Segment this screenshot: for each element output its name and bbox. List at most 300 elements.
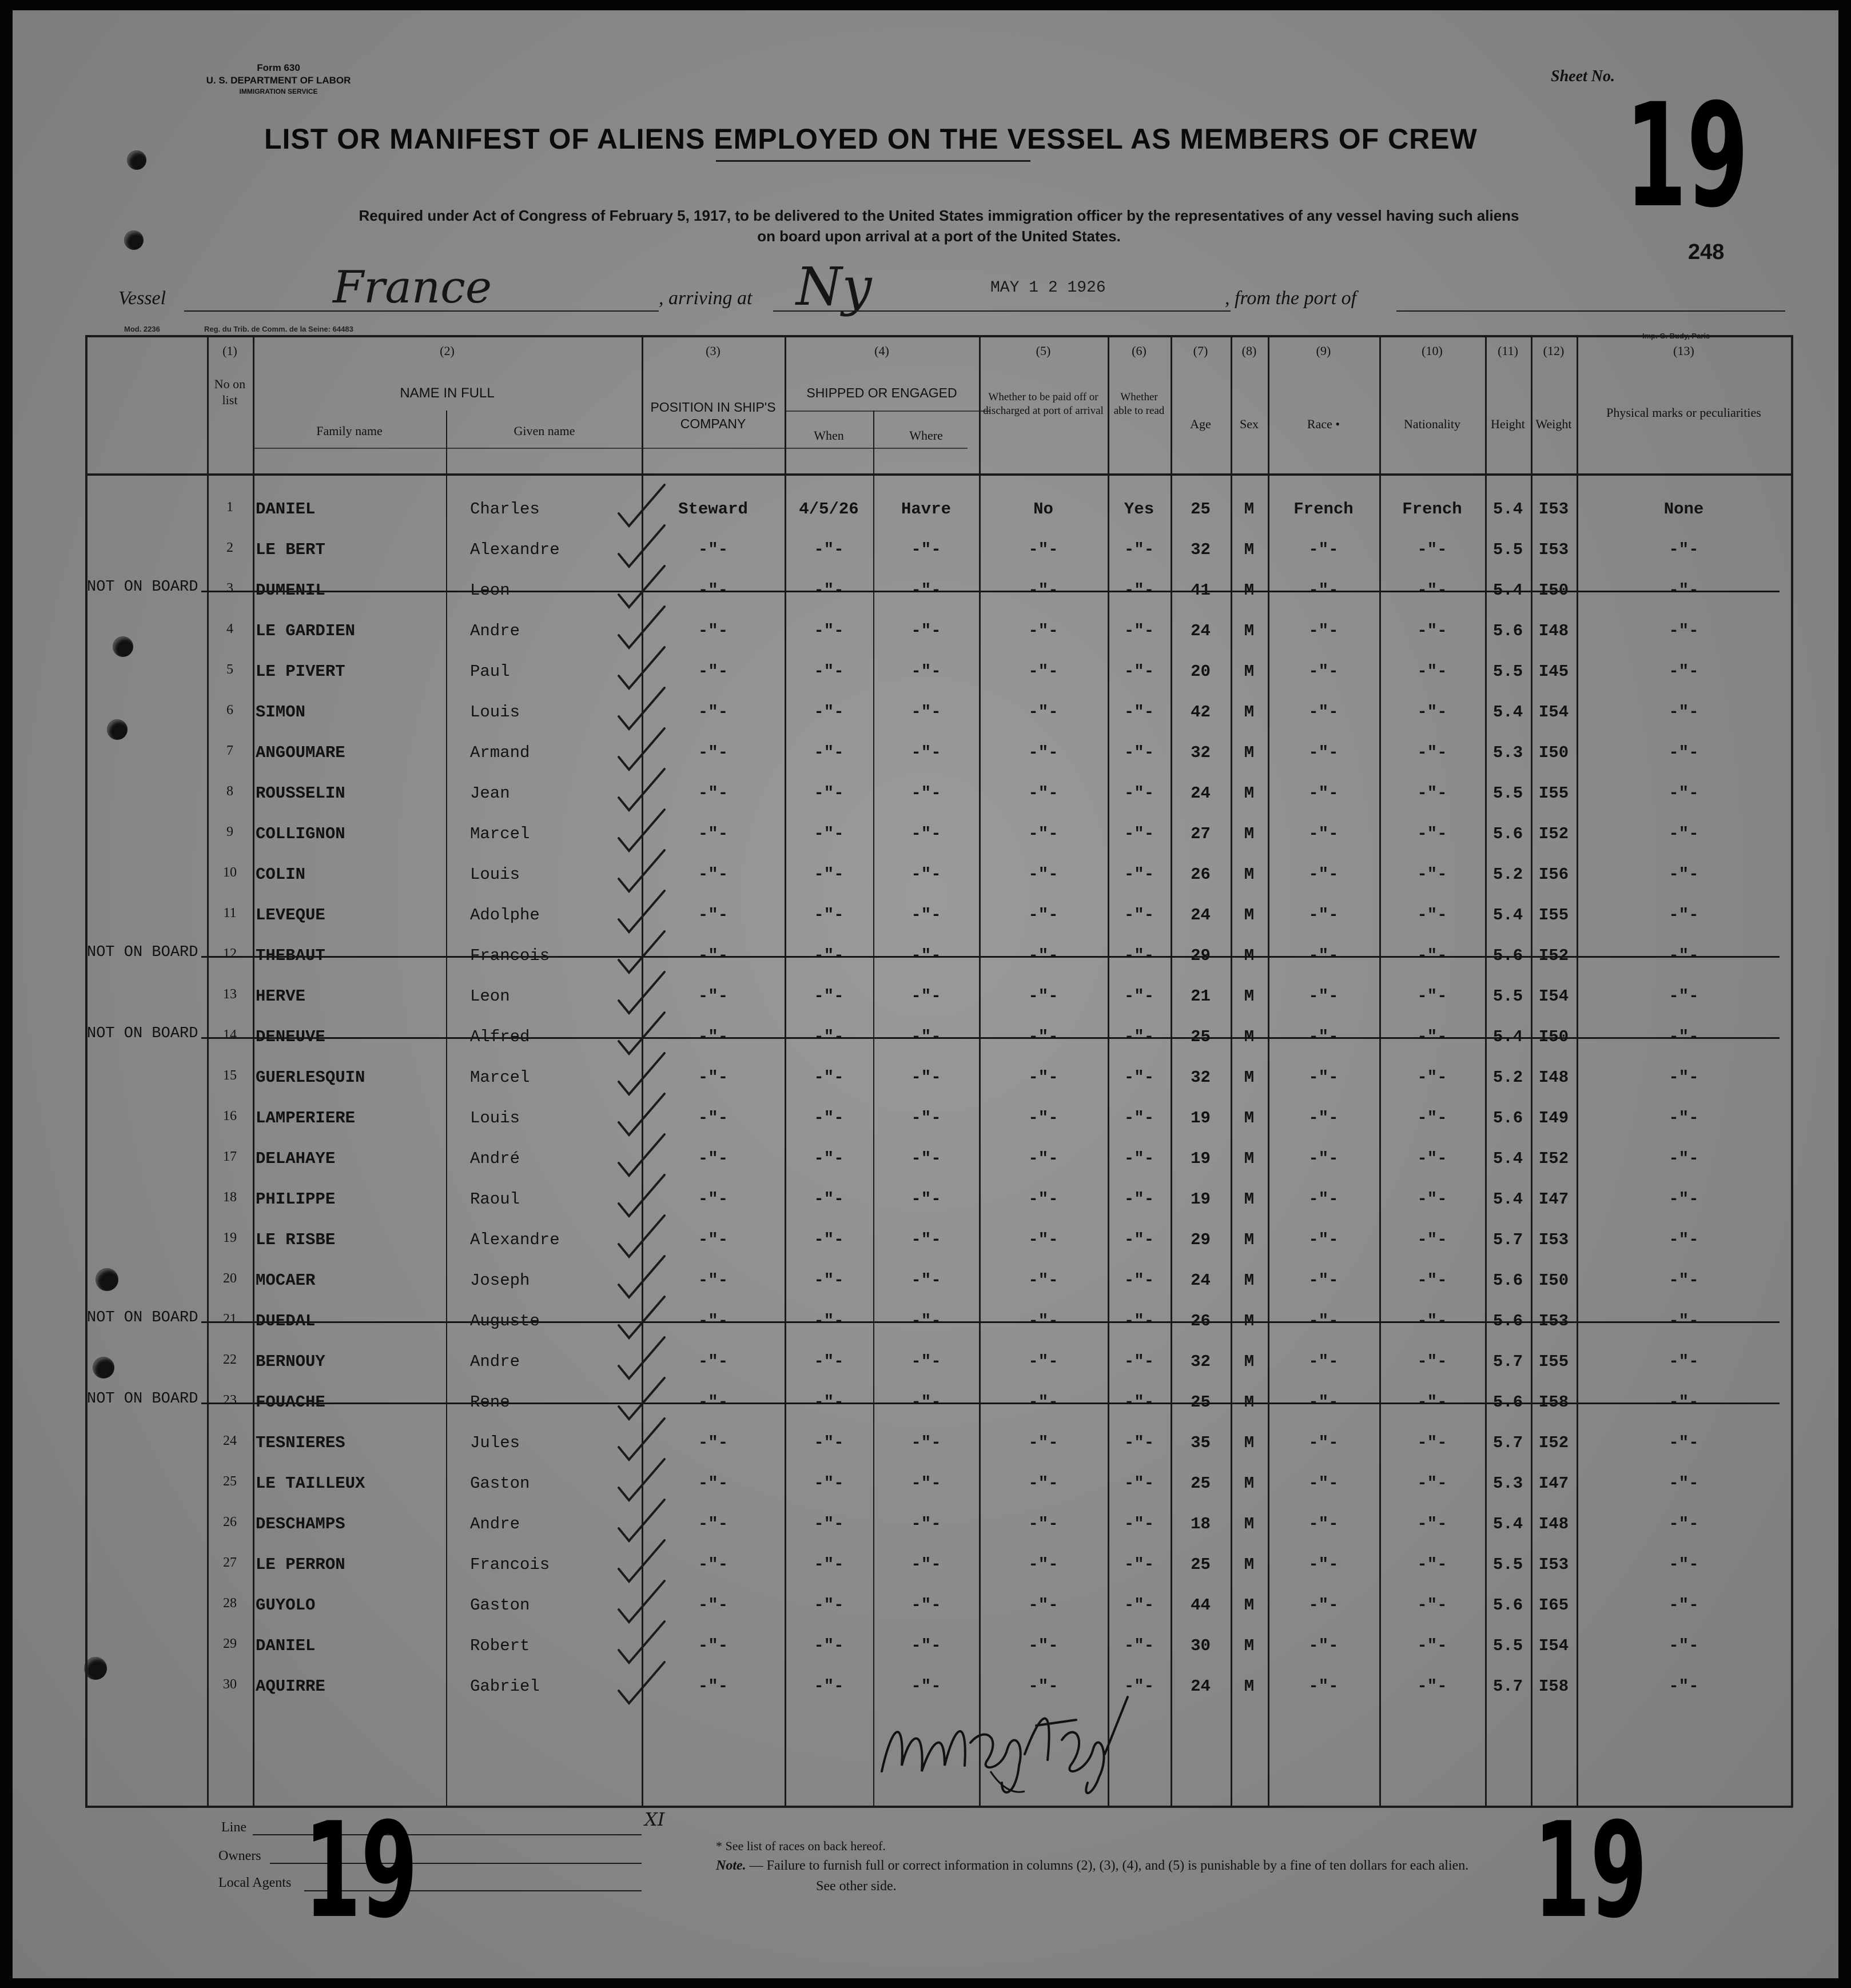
cell-weight: I52: [1538, 946, 1569, 965]
cell-where: -"-: [911, 946, 941, 965]
cell-number: 7: [226, 743, 233, 758]
cell-weight: I58: [1538, 1393, 1569, 1412]
check-mark: [619, 1540, 664, 1581]
cell-number: 30: [223, 1677, 237, 1692]
cell-paid-off: -"-: [1028, 1312, 1058, 1330]
cell-physical-marks: -"-: [1669, 662, 1699, 681]
cell-race: -"-: [1308, 1271, 1339, 1290]
cell-height: 5.2: [1492, 865, 1523, 884]
cell-position: -"-: [698, 1027, 729, 1046]
cell-age: 24: [1191, 1271, 1211, 1290]
cell-family-name: DUMENIL: [256, 581, 325, 600]
cell-race: -"-: [1308, 1068, 1339, 1087]
cell-when: -"-: [814, 540, 844, 559]
cell-age: 24: [1191, 1677, 1211, 1696]
cell-when: -"-: [814, 1230, 844, 1249]
cell-physical-marks: -"-: [1669, 906, 1699, 925]
cell-sex: M: [1244, 622, 1255, 640]
cell-race: -"-: [1308, 1190, 1339, 1209]
cell-sex: M: [1244, 1677, 1255, 1696]
cell-paid-off: -"-: [1028, 1596, 1058, 1615]
cell-paid-off: -"-: [1028, 784, 1058, 803]
cell-sex: M: [1244, 906, 1255, 925]
cell-race: -"-: [1308, 743, 1339, 762]
cell-paid-off: -"-: [1028, 987, 1058, 1006]
strike-through-line: [201, 1037, 1780, 1039]
table-row: [13, 1302, 1838, 1343]
cell-age: 29: [1191, 1230, 1211, 1249]
from-port-underline: [1396, 310, 1785, 312]
cell-age: 35: [1191, 1433, 1211, 1452]
cell-race: -"-: [1308, 1393, 1339, 1412]
cell-given-name: Raoul: [470, 1190, 520, 1209]
cell-where: -"-: [911, 1596, 941, 1615]
mod-number: Mod. 2236: [124, 325, 160, 333]
cell-weight: I52: [1538, 824, 1569, 843]
check-mark: [619, 1581, 664, 1622]
cell-nationality: -"-: [1417, 662, 1447, 681]
cell-paid-off: -"-: [1028, 1230, 1058, 1249]
not-on-board-note: NOT ON BOARD: [87, 1309, 198, 1326]
sheet-number: 19: [1625, 73, 1749, 239]
cell-given-name: Andre: [470, 1352, 520, 1371]
cell-physical-marks: -"-: [1669, 1433, 1699, 1452]
cell-physical-marks: -"-: [1669, 1027, 1699, 1046]
cell-given-name: Gaston: [470, 1596, 530, 1615]
cell-race: -"-: [1308, 865, 1339, 884]
cell-nationality: -"-: [1417, 1149, 1447, 1168]
cell-family-name: ANGOUMARE: [256, 743, 345, 762]
cell-sex: M: [1244, 500, 1255, 519]
cell-paid-off: -"-: [1028, 703, 1058, 722]
cell-number: 20: [223, 1271, 237, 1286]
check-mark: [619, 1419, 664, 1460]
cell-given-name: Francois: [470, 1555, 550, 1574]
cell-race: -"-: [1308, 946, 1339, 965]
cell-given-name: Marcel: [470, 824, 530, 843]
table-row: [13, 937, 1838, 978]
cell-nationality: -"-: [1417, 824, 1447, 843]
cell-sex: M: [1244, 540, 1255, 559]
registry-number: Reg. du Trib. de Comm. de la Seine: 64483: [204, 325, 353, 333]
cell-where: -"-: [911, 1677, 941, 1696]
cell-race: -"-: [1308, 622, 1339, 640]
cell-given-name: Jules: [470, 1433, 520, 1452]
department-label: U. S. DEPARTMENT OF LABOR: [206, 75, 351, 86]
cell-where: -"-: [911, 1474, 941, 1493]
cell-weight: I50: [1538, 1027, 1569, 1046]
cell-weight: I45: [1538, 662, 1569, 681]
cell-physical-marks: -"-: [1669, 865, 1699, 884]
cell-paid-off: -"-: [1028, 824, 1058, 843]
col4-when-header: When: [814, 428, 844, 443]
cell-where: -"-: [911, 865, 941, 884]
cell-given-name: Gabriel: [470, 1677, 540, 1696]
cell-number: 13: [223, 987, 237, 1002]
cell-where: -"-: [911, 1027, 941, 1046]
cell-paid-off: No: [1033, 500, 1053, 519]
check-mark: [619, 1216, 664, 1257]
cell-number: 18: [223, 1190, 237, 1205]
cell-age: 19: [1191, 1109, 1211, 1128]
cell-age: 19: [1191, 1149, 1211, 1168]
race-note: * See list of races on back hereof.: [716, 1839, 886, 1853]
cell-position: -"-: [698, 1352, 729, 1371]
table-row: [13, 1018, 1838, 1059]
not-on-board-note: NOT ON BOARD: [87, 1025, 198, 1042]
cell-when: -"-: [814, 1636, 844, 1655]
cell-weight: I53: [1538, 1230, 1569, 1249]
cell-height: 5.5: [1492, 987, 1523, 1006]
col8-number: (8): [1241, 344, 1257, 358]
cell-position: -"-: [698, 946, 729, 965]
cell-weight: I52: [1538, 1433, 1569, 1452]
cell-sex: M: [1244, 1109, 1255, 1128]
cell-given-name: Marcel: [470, 1068, 530, 1087]
cell-paid-off: -"-: [1028, 743, 1058, 762]
cell-where: -"-: [911, 1068, 941, 1087]
cell-position: -"-: [698, 581, 729, 600]
cell-family-name: LAMPERIERE: [256, 1109, 356, 1128]
cell-nationality: -"-: [1417, 622, 1447, 640]
cell-sex: M: [1244, 1596, 1255, 1615]
cell-given-name: Alexandre: [470, 540, 560, 559]
note-text: — Failure to furnish full or correct information in columns (2), (3), (4), and (5) is punishable by a fine of ten dollars for each alien.: [749, 1858, 1469, 1873]
cell-nationality: -"-: [1417, 1027, 1447, 1046]
cell-where: -"-: [911, 987, 941, 1006]
cell-race: -"-: [1308, 1596, 1339, 1615]
strike-through-line: [201, 1403, 1780, 1404]
cell-when: -"-: [814, 865, 844, 884]
cell-nationality: -"-: [1417, 743, 1447, 762]
cell-physical-marks: -"-: [1669, 1596, 1699, 1615]
cell-age: 30: [1191, 1636, 1211, 1655]
cell-physical-marks: -"-: [1669, 1312, 1699, 1330]
check-mark: [619, 931, 664, 973]
cell-number: 19: [223, 1230, 237, 1245]
cell-sex: M: [1244, 1393, 1255, 1412]
cell-number: 28: [223, 1596, 237, 1611]
cell-sex: M: [1244, 1474, 1255, 1493]
arriving-label: , arriving at: [659, 288, 753, 309]
check-mark: [619, 647, 664, 688]
cell-weight: I54: [1538, 703, 1569, 722]
cell-height: 5.6: [1492, 1312, 1523, 1330]
cell-able-to-read: -"-: [1124, 1515, 1155, 1533]
cell-when: -"-: [814, 1352, 844, 1371]
cell-when: -"-: [814, 784, 844, 803]
manifest-sheet: [13, 10, 1838, 1978]
cell-where: -"-: [911, 743, 941, 762]
cell-able-to-read: -"-: [1124, 946, 1155, 965]
cell-able-to-read: -"-: [1124, 1474, 1155, 1493]
cell-able-to-read: -"-: [1124, 784, 1155, 803]
cell-family-name: THEBAUT: [256, 946, 325, 965]
cell-age: 21: [1191, 987, 1211, 1006]
cell-physical-marks: -"-: [1669, 1190, 1699, 1209]
cell-physical-marks: -"-: [1669, 824, 1699, 843]
cell-given-name: Louis: [470, 865, 520, 884]
cell-where: -"-: [911, 1433, 941, 1452]
cell-able-to-read: Yes: [1124, 500, 1155, 519]
cell-number: 8: [226, 784, 233, 799]
cell-number: 27: [223, 1555, 237, 1570]
cell-sex: M: [1244, 1636, 1255, 1655]
cell-given-name: Louis: [470, 703, 520, 722]
cell-where: -"-: [911, 703, 941, 722]
cell-given-name: Alfred: [470, 1027, 530, 1046]
cell-race: -"-: [1308, 1352, 1339, 1371]
officer-signature: [870, 1686, 1145, 1806]
strike-through-line: [201, 591, 1780, 592]
cell-number: 17: [223, 1149, 237, 1164]
table-row: [13, 1181, 1838, 1221]
check-mark: [619, 607, 664, 648]
table-row: [13, 572, 1838, 612]
cell-weight: I48: [1538, 1515, 1569, 1533]
cell-family-name: LE RISBE: [256, 1230, 336, 1249]
cell-when: -"-: [814, 662, 844, 681]
cell-when: -"-: [814, 987, 844, 1006]
cell-number: 26: [223, 1515, 237, 1529]
check-mark: [619, 1622, 664, 1663]
form-number: Form 630: [257, 62, 300, 73]
cell-race: -"-: [1308, 1149, 1339, 1168]
cell-given-name: André: [470, 1149, 520, 1168]
cell-sex: M: [1244, 1149, 1255, 1168]
col1-number: (1): [222, 344, 237, 358]
cell-physical-marks: -"-: [1669, 1230, 1699, 1249]
cell-nationality: -"-: [1417, 1352, 1447, 1371]
cell-weight: I55: [1538, 784, 1569, 803]
cell-sex: M: [1244, 1352, 1255, 1371]
cell-paid-off: -"-: [1028, 581, 1058, 600]
cell-where: -"-: [911, 1515, 941, 1533]
check-mark: [619, 1094, 664, 1135]
cell-race: -"-: [1308, 1677, 1339, 1696]
check-mark: [619, 688, 664, 729]
cell-weight: I53: [1538, 500, 1569, 519]
cell-given-name: Robert: [470, 1636, 530, 1655]
owners-label: Owners: [218, 1848, 261, 1863]
cell-paid-off: -"-: [1028, 865, 1058, 884]
check-mark: [619, 1297, 664, 1338]
table-row: [13, 775, 1838, 815]
cell-position: -"-: [698, 987, 729, 1006]
cell-position: -"-: [698, 1474, 729, 1493]
cell-height: 5.6: [1492, 622, 1523, 640]
table-row: [13, 531, 1838, 572]
cell-sex: M: [1244, 946, 1255, 965]
cell-race: -"-: [1308, 1636, 1339, 1655]
table-row: [13, 1140, 1838, 1181]
cell-nationality: -"-: [1417, 1068, 1447, 1087]
cell-age: 25: [1191, 1393, 1211, 1412]
strike-through-line: [201, 1321, 1780, 1323]
cell-when: -"-: [814, 1596, 844, 1615]
cell-when: -"-: [814, 1068, 844, 1087]
cell-position: -"-: [698, 1149, 729, 1168]
cell-given-name: Joseph: [470, 1271, 530, 1290]
cell-family-name: LE BERT: [256, 540, 325, 559]
check-mark: [619, 1134, 664, 1176]
cell-able-to-read: -"-: [1124, 622, 1155, 640]
see-other-side: See other side.: [816, 1879, 897, 1894]
col12-number: (12): [1543, 344, 1565, 358]
check-marks: [607, 479, 676, 1737]
table-row: [13, 1546, 1838, 1587]
cell-nationality: -"-: [1417, 946, 1447, 965]
cell-number: 1: [226, 500, 233, 515]
cell-age: 24: [1191, 906, 1211, 925]
check-mark: [619, 1053, 664, 1094]
cell-number: 25: [223, 1474, 237, 1489]
printer-imprint: Imp. G. Budy, Paris: [1642, 332, 1710, 340]
cell-physical-marks: -"-: [1669, 622, 1699, 640]
vessel-label: Vessel: [118, 288, 166, 309]
cell-physical-marks: -"-: [1669, 1271, 1699, 1290]
sheet-number-footer-left: 19: [304, 1795, 418, 1947]
cell-nationality: -"-: [1417, 1230, 1447, 1249]
cell-number: 21: [223, 1312, 237, 1326]
cell-race: -"-: [1308, 1474, 1339, 1493]
cell-able-to-read: -"-: [1124, 824, 1155, 843]
cell-height: 5.2: [1492, 1068, 1523, 1087]
cell-sex: M: [1244, 703, 1255, 722]
cell-age: 25: [1191, 500, 1211, 519]
cell-paid-off: -"-: [1028, 1555, 1058, 1574]
cell-physical-marks: -"-: [1669, 581, 1699, 600]
cell-number: 4: [226, 622, 233, 636]
table-row: [13, 694, 1838, 734]
cell-race: -"-: [1308, 824, 1339, 843]
table-row: [13, 1627, 1838, 1668]
cell-physical-marks: -"-: [1669, 1149, 1699, 1168]
page-number: 248: [1688, 240, 1725, 264]
check-mark: [619, 769, 664, 810]
cell-race: -"-: [1308, 662, 1339, 681]
cell-when: -"-: [814, 1474, 844, 1493]
col4-number: (4): [874, 344, 889, 358]
cell-race: French: [1293, 500, 1354, 519]
cell-height: 5.4: [1492, 906, 1523, 925]
cell-given-name: Leon: [470, 581, 510, 600]
cell-family-name: LE PERRON: [256, 1555, 345, 1574]
table-row: [13, 1465, 1838, 1505]
cell-when: -"-: [814, 1271, 844, 1290]
cell-sex: M: [1244, 581, 1255, 600]
cell-given-name: Louis: [470, 1109, 520, 1128]
table-row: [13, 491, 1838, 531]
cell-physical-marks: -"-: [1669, 784, 1699, 803]
cell-when: -"-: [814, 824, 844, 843]
col6-number: (6): [1132, 344, 1147, 358]
cell-able-to-read: -"-: [1124, 703, 1155, 722]
cell-position: -"-: [698, 622, 729, 640]
cell-able-to-read: -"-: [1124, 1636, 1155, 1655]
cell-number: 23: [223, 1393, 237, 1408]
cell-weight: I53: [1538, 1555, 1569, 1574]
col10-header: Nationality: [1404, 417, 1460, 431]
cell-paid-off: -"-: [1028, 1149, 1058, 1168]
cell-given-name: Jean: [470, 784, 510, 803]
cell-family-name: GUYOLO: [256, 1596, 316, 1615]
cell-position: -"-: [698, 1636, 729, 1655]
cell-height: 5.6: [1492, 1271, 1523, 1290]
cell-family-name: LEVEQUE: [256, 906, 325, 925]
cell-able-to-read: -"-: [1124, 1596, 1155, 1615]
col5-number: (5): [1036, 344, 1051, 358]
cell-position: -"-: [698, 824, 729, 843]
col2-number: (2): [440, 344, 455, 358]
cell-family-name: PHILIPPE: [256, 1190, 336, 1209]
cell-nationality: French: [1402, 500, 1462, 519]
cell-when: -"-: [814, 743, 844, 762]
cell-when: 4/5/26: [799, 500, 859, 519]
table-row: [13, 1221, 1838, 1262]
table-row: [13, 612, 1838, 653]
cell-number: 3: [226, 581, 233, 596]
table-row: [13, 815, 1838, 856]
col3-number: (3): [706, 344, 721, 358]
cell-when: -"-: [814, 1393, 844, 1412]
cell-number: 2: [226, 540, 233, 555]
cell-position: Steward: [678, 500, 748, 519]
check-mark: [619, 1337, 664, 1379]
check-mark: [619, 525, 664, 567]
cell-when: -"-: [814, 1555, 844, 1574]
cell-number: 6: [226, 703, 233, 718]
table-row: [13, 1384, 1838, 1424]
cell-paid-off: -"-: [1028, 1433, 1058, 1452]
check-mark: [619, 1378, 664, 1419]
cell-family-name: ROUSSELIN: [256, 784, 345, 803]
cell-height: 5.4: [1492, 703, 1523, 722]
table-row: [13, 897, 1838, 937]
cell-age: 24: [1191, 622, 1211, 640]
cell-physical-marks: None: [1663, 500, 1704, 519]
table-row: [13, 856, 1838, 897]
cell-race: -"-: [1308, 784, 1339, 803]
cell-able-to-read: -"-: [1124, 865, 1155, 884]
cell-family-name: DELAHAYE: [256, 1149, 336, 1168]
cell-age: 32: [1191, 1352, 1211, 1371]
cell-where: -"-: [911, 1271, 941, 1290]
cell-sex: M: [1244, 1312, 1255, 1330]
cell-height: 5.6: [1492, 1596, 1523, 1615]
cell-paid-off: -"-: [1028, 1068, 1058, 1087]
line-label: Line: [221, 1820, 246, 1835]
cell-weight: I65: [1538, 1596, 1569, 1615]
cell-when: -"-: [814, 1027, 844, 1046]
cell-number: 10: [223, 865, 237, 880]
cell-physical-marks: -"-: [1669, 743, 1699, 762]
punch-hole: [124, 230, 144, 250]
cell-height: 5.5: [1492, 662, 1523, 681]
cell-weight: I54: [1538, 1636, 1569, 1655]
cell-nationality: -"-: [1417, 1636, 1447, 1655]
cell-height: 5.4: [1492, 1149, 1523, 1168]
cell-nationality: -"-: [1417, 703, 1447, 722]
cell-sex: M: [1244, 865, 1255, 884]
table-row: [13, 1424, 1838, 1465]
cell-nationality: -"-: [1417, 1312, 1447, 1330]
cell-able-to-read: -"-: [1124, 906, 1155, 925]
col7-number: (7): [1193, 344, 1208, 358]
cell-height: 5.4: [1492, 581, 1523, 600]
cell-when: -"-: [814, 1149, 844, 1168]
penalty-note: [716, 1858, 1659, 1874]
